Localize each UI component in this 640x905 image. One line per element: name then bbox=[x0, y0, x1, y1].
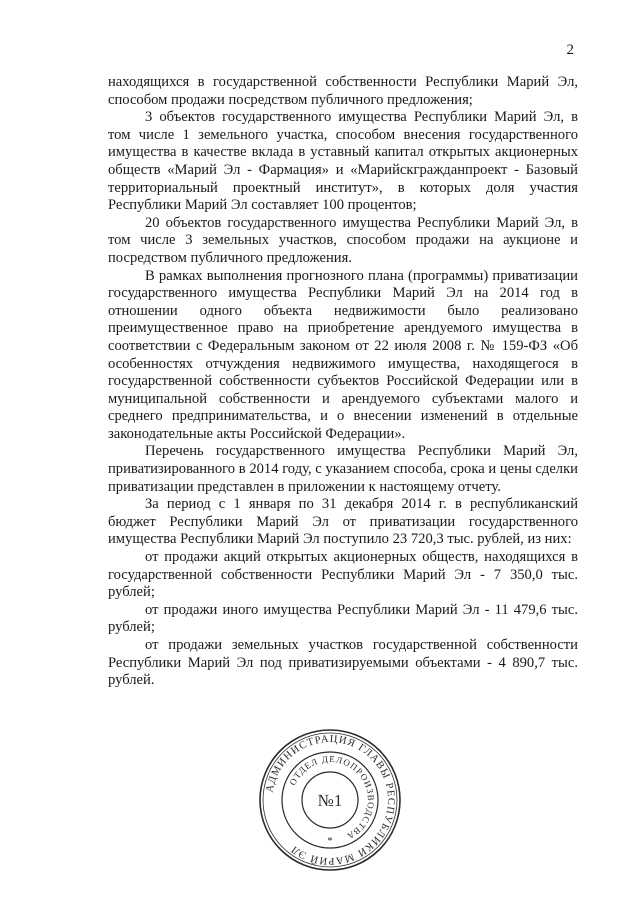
page-number: 2 bbox=[566, 42, 574, 58]
stamp-center-number: №1 bbox=[317, 791, 343, 810]
office-stamp bbox=[256, 726, 404, 874]
document-body bbox=[108, 74, 578, 690]
paragraph-7: от продажи акций открытых акционерных обществ, находящихся в государственной собственности Республики Марий Эл - 7 350,0 тыс. рублей; bbox=[108, 549, 578, 601]
stamp-seal-icon bbox=[256, 726, 404, 874]
paragraph-6: За период с 1 января по 31 декабря 2014 г. в республиканский бюджет Республики Марий Эл от приватизации государственного имущества Республики Марий Эл поступило 23 720,3 тыс. рублей, из них: bbox=[108, 496, 578, 548]
stamp-star: * bbox=[327, 835, 333, 847]
paragraph-3: 20 объектов государственного имущества Республики Марий Эл, в том числе 3 земельных участков, способом продажи на аукционе и посредством публичного предложения. bbox=[108, 214, 578, 266]
stamp-outer-text: АДМИНИСТРАЦИЯ ГЛАВЫ РЕСПУБЛИКИ МАРИЙ ЭЛ bbox=[264, 733, 397, 867]
paragraph-5: Перечень государственного имущества Республики Марий Эл, приватизированного в 2014 году, с указанием способа, срока и цены сделки приватизации представлен в приложении к настоящему отчету. bbox=[108, 443, 578, 495]
paragraph-4: В рамках выполнения прогнозного плана (программы) приватизации государственного имущества Республики Марий Эл на 2014 год в отношении одного объекта недвижимости было реализовано преимущественное право на приобретение арендуемого имущества в соответствии с Федеральным законом от 22 июля 2008 г. № 159-ФЗ «Об особенностях отчуждения недвижимого имущества, находящегося в государственной собственности субъектов Российской Федерации или в муниципальной собственности и арендуемого субъектами малого и среднего предпринимательства, и о внесении изменений в отдельные законодательные акты Российской Федерации». bbox=[108, 267, 578, 442]
paragraph-2: 3 объектов государственного имущества Республики Марий Эл, в том числе 1 земельного участка, способом внесения государственного имущества в качестве вклада в уставный капитал открытых акционерных обществ «Марий Эл - Фармация» и «Марийскгражданпроект - Базовый территориальный проектный институт», в которых доля участия Республики Марий Эл составляет 100 процентов; bbox=[108, 109, 578, 214]
paragraph-8: от продажи иного имущества Республики Марий Эл - 11 479,6 тыс. рублей; bbox=[108, 601, 578, 636]
paragraph-1: находящихся в государственной собственности Республики Марий Эл, способом продажи посредством публичного предложения; bbox=[108, 74, 578, 108]
paragraph-9: от продажи земельных участков государственной собственности Республики Марий Эл под приватизируемыми объектами - 4 890,7 тыс. рублей. bbox=[108, 637, 578, 689]
stamp-inner-text: ОТДЕЛ ДЕЛОПРОИЗВОДСТВА bbox=[287, 753, 377, 842]
